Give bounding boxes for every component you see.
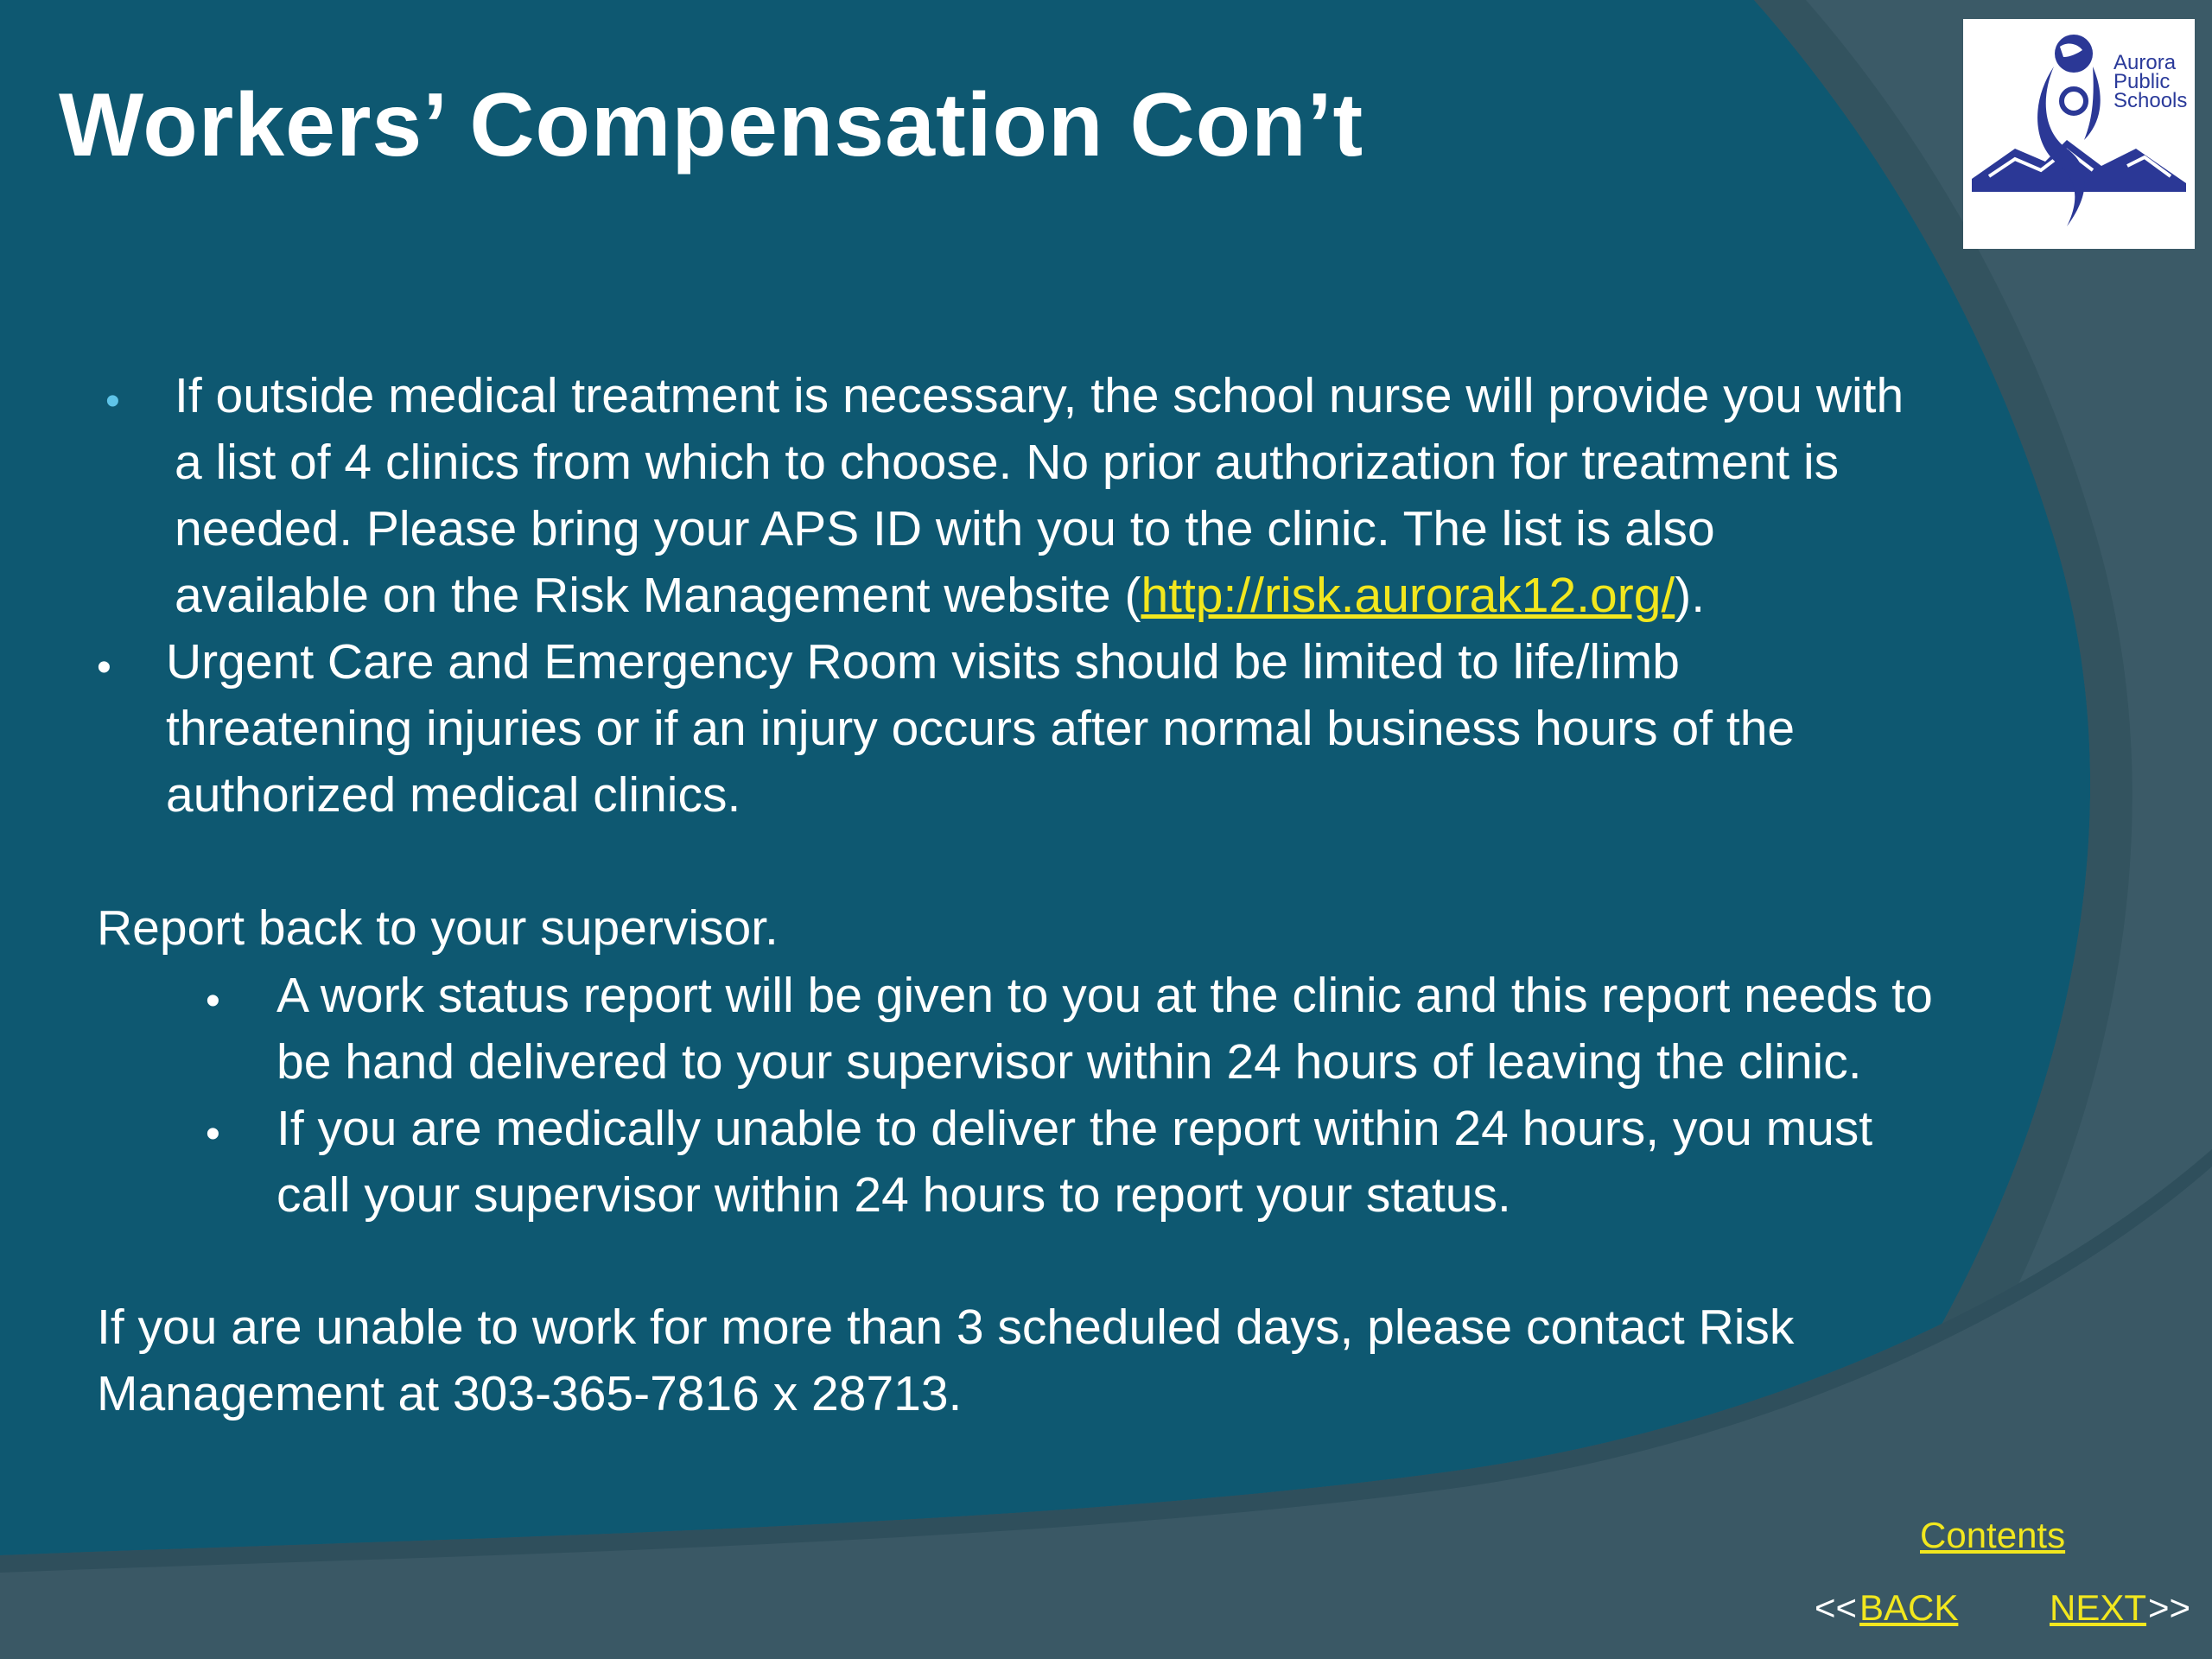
bullet-marker: •	[97, 645, 111, 690]
bullet-line: Urgent Care and Emergency Room visits should be limited to life/limb	[166, 634, 1680, 690]
report-heading: Report back to your supervisor.	[97, 900, 779, 956]
bullet-marker: •	[206, 978, 220, 1024]
sub-bullet-unable-deliver	[276, 1096, 1872, 1229]
bullet-line: authorized medical clinics.	[166, 767, 741, 823]
bullet-line: be hand delivered to your supervisor within 24 hours of leaving the clinic.	[276, 1034, 1862, 1090]
closing-line: If you are unable to work for more than 3 scheduled days, please contact Risk	[97, 1300, 1795, 1355]
bullet-line: threatening injuries or if an injury occurs after normal business hours of the	[166, 701, 1796, 756]
logo-text-line: Schools	[2113, 89, 2188, 112]
back-arrows: <<	[1815, 1587, 1858, 1628]
next-arrows: >>	[2148, 1587, 2191, 1628]
bullet-text: available on the Risk Management website (	[175, 568, 1141, 623]
closing-line: Management at 303-365-7816 x 28713.	[97, 1366, 963, 1421]
bullet-line	[175, 563, 1904, 629]
risk-website-link[interactable]: http://risk.aurorak12.org/	[1141, 568, 1675, 623]
bullet-line: If you are medically unable to deliver the report within 24 hours, you must	[276, 1101, 1873, 1156]
bullet-line: a list of 4 clinics from which to choose. No prior authorization for treatment is	[175, 435, 1840, 490]
bullet-line: A work status report will be given to you at the clinic and this report needs to	[276, 968, 1933, 1023]
back-link[interactable]: BACK	[1859, 1587, 1959, 1628]
bullet-line: needed. Please bring your APS ID with you to the clinic. The list is also	[175, 501, 1715, 556]
bullet-text: ).	[1675, 568, 1706, 623]
page-title: Workers’ Compensation Con’t	[59, 75, 1364, 175]
contents-link[interactable]: Contents	[1920, 1515, 2066, 1555]
logo-text-line: Public	[2113, 70, 2171, 93]
bullet-outside-treatment	[175, 363, 1904, 629]
closing-contact-risk	[97, 1294, 1794, 1427]
logo-text-line: Aurora	[2113, 51, 2177, 74]
bullet-urgent-care	[166, 629, 1795, 829]
sub-bullet-work-status	[276, 963, 1933, 1096]
next-link[interactable]: NEXT	[2050, 1587, 2147, 1628]
bullet-line: If outside medical treatment is necessary, the school nurse will provide you with	[175, 368, 1904, 423]
bullet-line: call your supervisor within 24 hours to report your status.	[276, 1167, 1511, 1223]
bullet-marker: •	[206, 1111, 220, 1157]
bullet-marker: •	[105, 378, 120, 424]
